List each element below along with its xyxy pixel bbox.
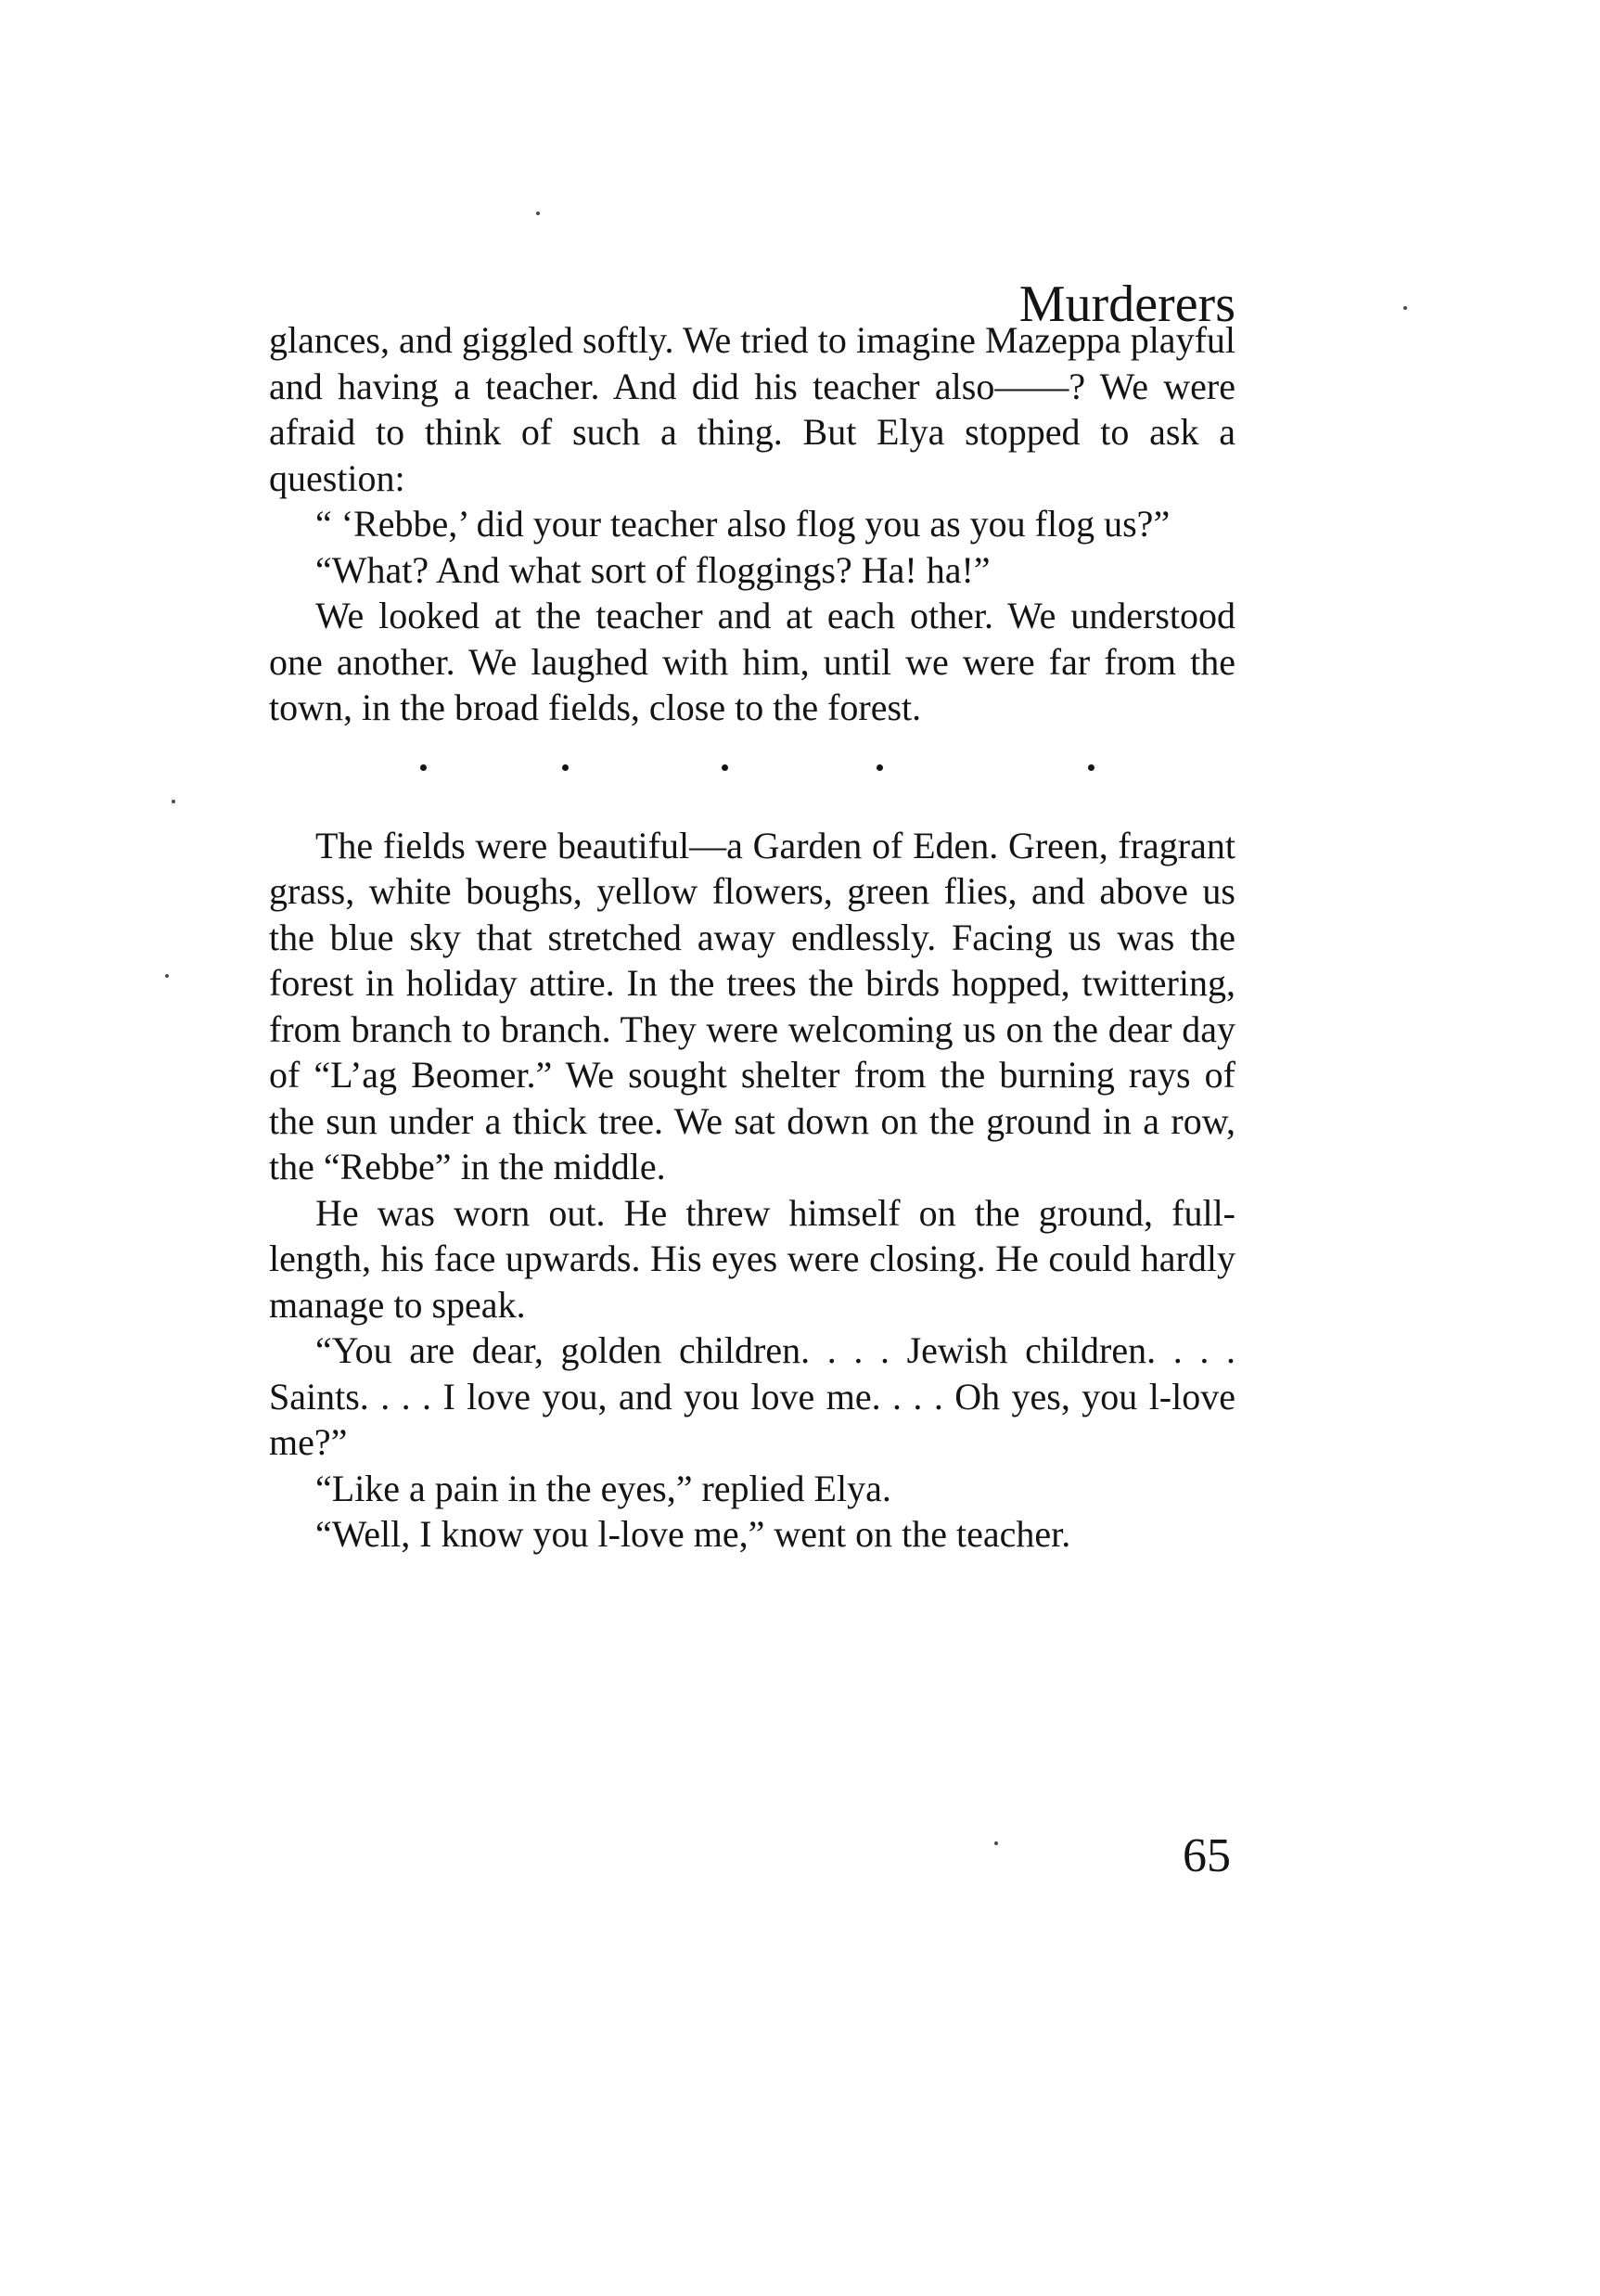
section-break-dot xyxy=(420,764,427,771)
section-break-dot xyxy=(562,764,569,771)
scan-speck xyxy=(172,800,175,803)
body-text xyxy=(269,317,1235,1558)
paragraph-1: glances, and giggled softly. We tried to imagine Mazeppa playful and having a teacher. And did his teacher also——? We were afraid to think of such a thing. But Elya stopped to ask a question: xyxy=(269,319,1235,499)
paragraph-2: “ ‘Rebbe,’ did your teacher also flog you as you flog us?” xyxy=(315,503,1171,545)
paragraph-5: The fields were beautiful—a Garden of Eden. Green, fragrant grass, white boughs, yellow flowers, green flies, and above us the blue sky that stretched away endlessly. Facing us was the forest in holiday attire. In the trees the birds hopped, twittering, from branch to branch. They were welcoming us on the dear day of “L’ag Beomer.” We sought shelter from the burning rays of the sun under a thick tree. We sat down on the ground in a row, the “Rebbe” in the middle. xyxy=(269,824,1235,1187)
section-break-dot xyxy=(877,764,883,771)
paragraph-9: “Well, I know you l-love me,” went on the teacher. xyxy=(315,1513,1071,1555)
page-number: 65 xyxy=(1183,1829,1231,1882)
paragraph-4: We looked at the teacher and at each other. We understood one another. We laughed with him, until we were far from the town, in the broad fields, close to the forest. xyxy=(269,595,1235,728)
scan-speck xyxy=(165,974,169,978)
scan-speck xyxy=(1403,306,1407,310)
section-break xyxy=(269,731,1235,823)
running-title: Murderers xyxy=(1018,276,1235,333)
paragraph-6: He was worn out. He threw himself on the ground, full-length, his face upwards. His eyes were closing. He could hardly manage to speak. xyxy=(269,1191,1235,1326)
scan-speck xyxy=(994,1841,998,1845)
section-break-dot xyxy=(1088,764,1094,771)
paragraph-3: “What? And what sort of floggings? Ha! ha!” xyxy=(315,548,991,591)
paragraph-7: “You are dear, golden children. . . . Jewish children. . . . Saints. . . . I love you, and you love me. . . . Oh yes, you l-love me?” xyxy=(269,1329,1235,1463)
section-break-dot xyxy=(722,764,728,771)
paragraph-8: “Like a pain in the eyes,” replied Elya. xyxy=(315,1467,891,1509)
scan-speck xyxy=(536,212,540,215)
